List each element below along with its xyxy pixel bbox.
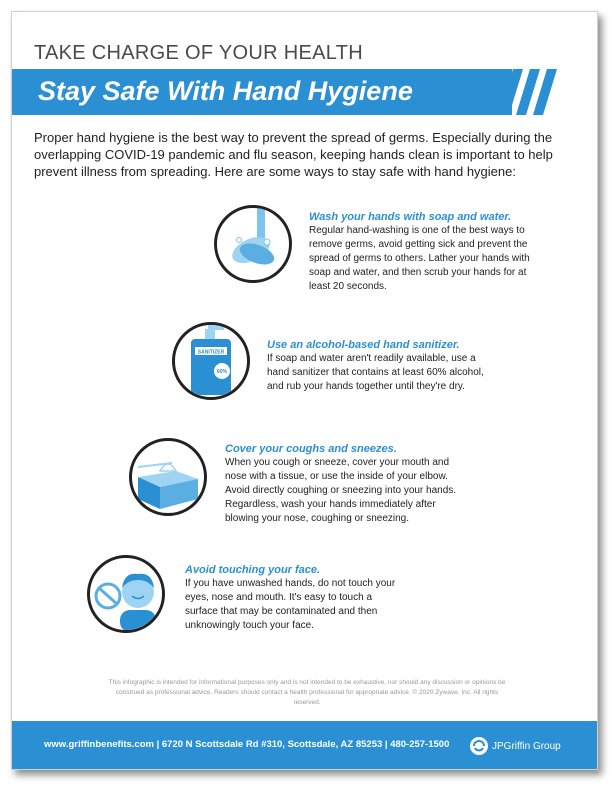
tip-body: If soap and water aren't readily available, use a hand sanitizer that contains at least 60% alcohol, and rub your hands together until they're dry. [267, 353, 484, 392]
footer-bar [12, 721, 597, 769]
title-banner [12, 69, 512, 115]
logo-text: JPGriffin Group [492, 740, 561, 752]
hand-washing-icon [214, 205, 292, 283]
tip-title: Use an alcohol-based hand sanitizer. [267, 339, 460, 351]
tip-body: When you cough or sneeze, cover your mouth and nose with a tissue, or use the inside of your elbow. Avoid directly coughing or sneezing into your hands. Regardless, wash your hands immediately after blowing your nose, coughing or sneezing. [225, 457, 457, 524]
tip-title: Avoid touching your face. [185, 564, 321, 576]
page-title: Stay Safe With Hand Hygiene [38, 76, 413, 106]
flyer-page [11, 11, 598, 770]
tip-body: Regular hand-washing is one of the best ways to remove germs, avoid getting sick and prevent the spread of germs to others. Lather your hands with soap and water, and then scrub your hands for at least 20 seconds. [309, 225, 530, 292]
footer-contact: www.griffinbenefits.com | 6720 N Scottsdale Rd #310, Scottsdale, AZ 85253 | 480-257-1500 [44, 739, 450, 750]
hand-sanitizer-icon [172, 322, 250, 400]
tissue-box-icon [129, 438, 207, 516]
disclaimer: This infographic is intended for informational purposes only and is not intended to be exhaustive, nor should any discussion or opinions be construed as professional advice. Readers should contact a health professional for appropriate advice. © 2020 Zywave, Inc. All rights reserved. [108, 679, 506, 706]
page-kicker: TAKE CHARGE OF YOUR HEALTH [34, 42, 363, 64]
logo-mark-icon [470, 737, 488, 755]
no-face-touching-icon [87, 555, 165, 633]
banner-stripes-decoration [499, 69, 559, 115]
bottle-label: SANITIZER [197, 349, 225, 356]
company-logo [470, 736, 561, 756]
bottle-badge: 60% [216, 369, 228, 375]
tip-title: Wash your hands with soap and water. [309, 211, 512, 223]
tip-body: If you have unwashed hands, do not touch your eyes, nose and mouth. It's easy to touch a surface that may be contaminated and then unknowingly touch your face. [185, 578, 396, 631]
tip-title: Cover your coughs and sneezes. [225, 443, 397, 455]
intro-paragraph: Proper hand hygiene is the best way to prevent the spread of germs. Especially during the overlapping COVID-19 pandemic and flu season, keeping hands clean is important to help prevent illness from spreading. Here are some ways to stay safe with hand hygiene: [34, 130, 553, 179]
